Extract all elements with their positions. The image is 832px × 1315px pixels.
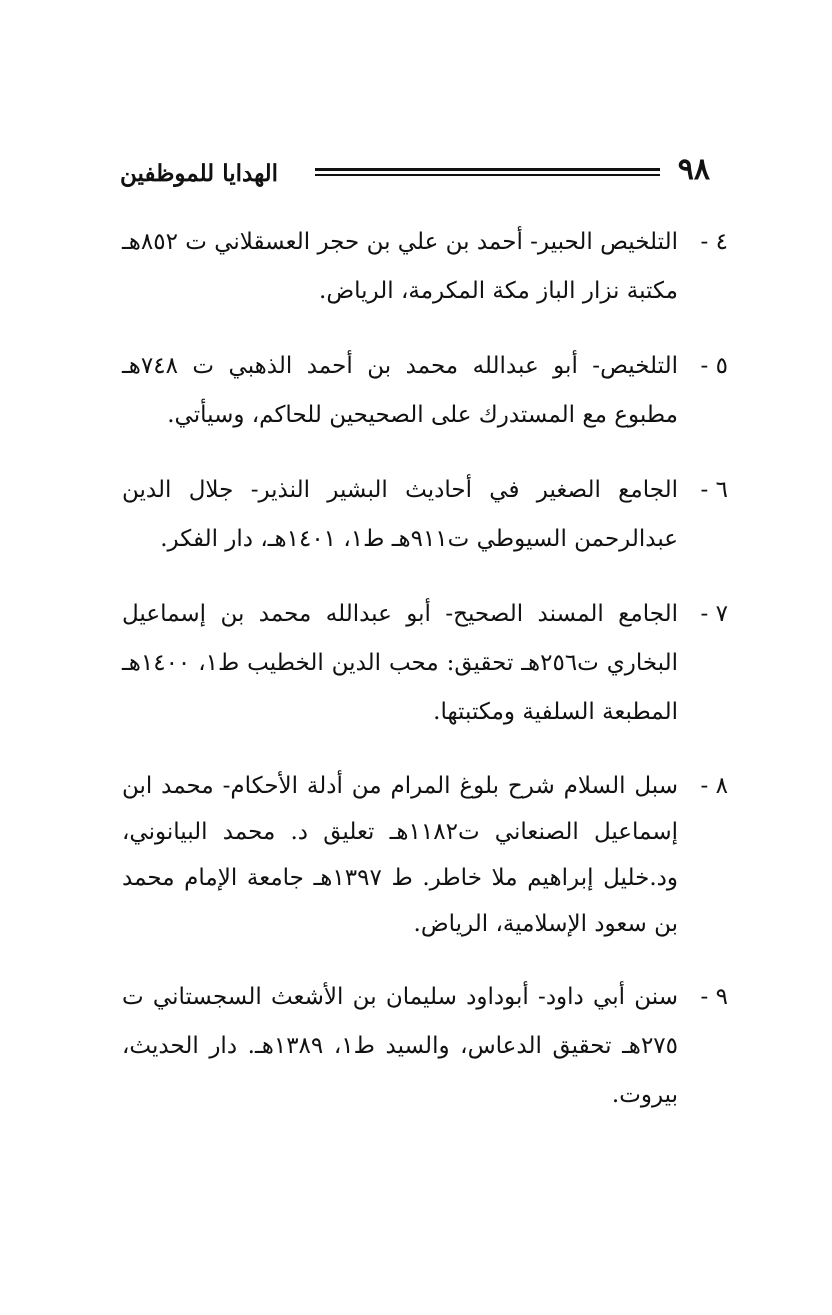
entry-number: ٨ - bbox=[700, 773, 728, 799]
page-header bbox=[120, 150, 720, 198]
entry-number: ٧ - bbox=[700, 601, 728, 627]
entry-number: ٥ - bbox=[700, 353, 728, 379]
page-number: ٩٨ bbox=[677, 152, 710, 187]
bibliography-entry bbox=[122, 763, 728, 947]
entry-number: ٩ - bbox=[700, 984, 728, 1010]
bibliography-entry bbox=[122, 218, 728, 316]
header-rule bbox=[315, 168, 660, 182]
entry-text: التلخيص- أبو عبدالله محمد بن أحمد الذهبي ت ٧٤٨هـ مطبوع مع المستدرك على الصحيحين للحاكم، وسيأتي. bbox=[122, 353, 678, 428]
bibliography-entry bbox=[122, 590, 728, 737]
header-rule-line bbox=[315, 174, 660, 176]
header-rule-line bbox=[315, 168, 660, 171]
entry-number: ٦ - bbox=[700, 477, 728, 503]
running-title: الهدايا للموظفين bbox=[120, 160, 279, 187]
bibliography-entry bbox=[122, 466, 728, 564]
entry-text: الجامع الصغير في أحاديث البشير النذير- جلال الدين عبدالرحمن السيوطي ت٩١١هـ ط١، ١٤٠١هـ، دار الفكر. bbox=[122, 477, 678, 552]
entry-text: الجامع المسند الصحيح- أبو عبدالله محمد بن إسماعيل البخاري ت٢٥٦هـ تحقيق: محب الدين الخطيب ط١، ١٤٠٠هـ المطبعة السلفية ومكتبتها. bbox=[122, 601, 679, 725]
entry-text: سبل السلام شرح بلوغ المرام من أدلة الأحكام- محمد ابن إسماعيل الصنعاني ت١١٨٢هـ تعليق د. محمد البيانوني، ود.خليل إبراهيم ملا خاطر. ط ١٣٩٧هـ جامعة الإمام محمد بن سعود الإسلامية، الرياض. bbox=[122, 773, 678, 937]
bibliography-entry bbox=[122, 342, 728, 440]
bibliography-entry bbox=[122, 973, 728, 1120]
bibliography-list bbox=[122, 218, 728, 1146]
entry-number: ٤ - bbox=[700, 229, 728, 255]
entry-text: التلخيص الحبير- أحمد بن علي بن حجر العسقلاني ت ٨٥٢هـ مكتبة نزار الباز مكة المكرمة، الرياض. bbox=[122, 229, 678, 304]
entry-text: سنن أبي داود- أبوداود سليمان بن الأشعث السجستاني ت ٢٧٥هـ تحقيق الدعاس، والسيد ط١، ١٣٨٩هـ. دار الحديث، بيروت. bbox=[122, 984, 678, 1108]
